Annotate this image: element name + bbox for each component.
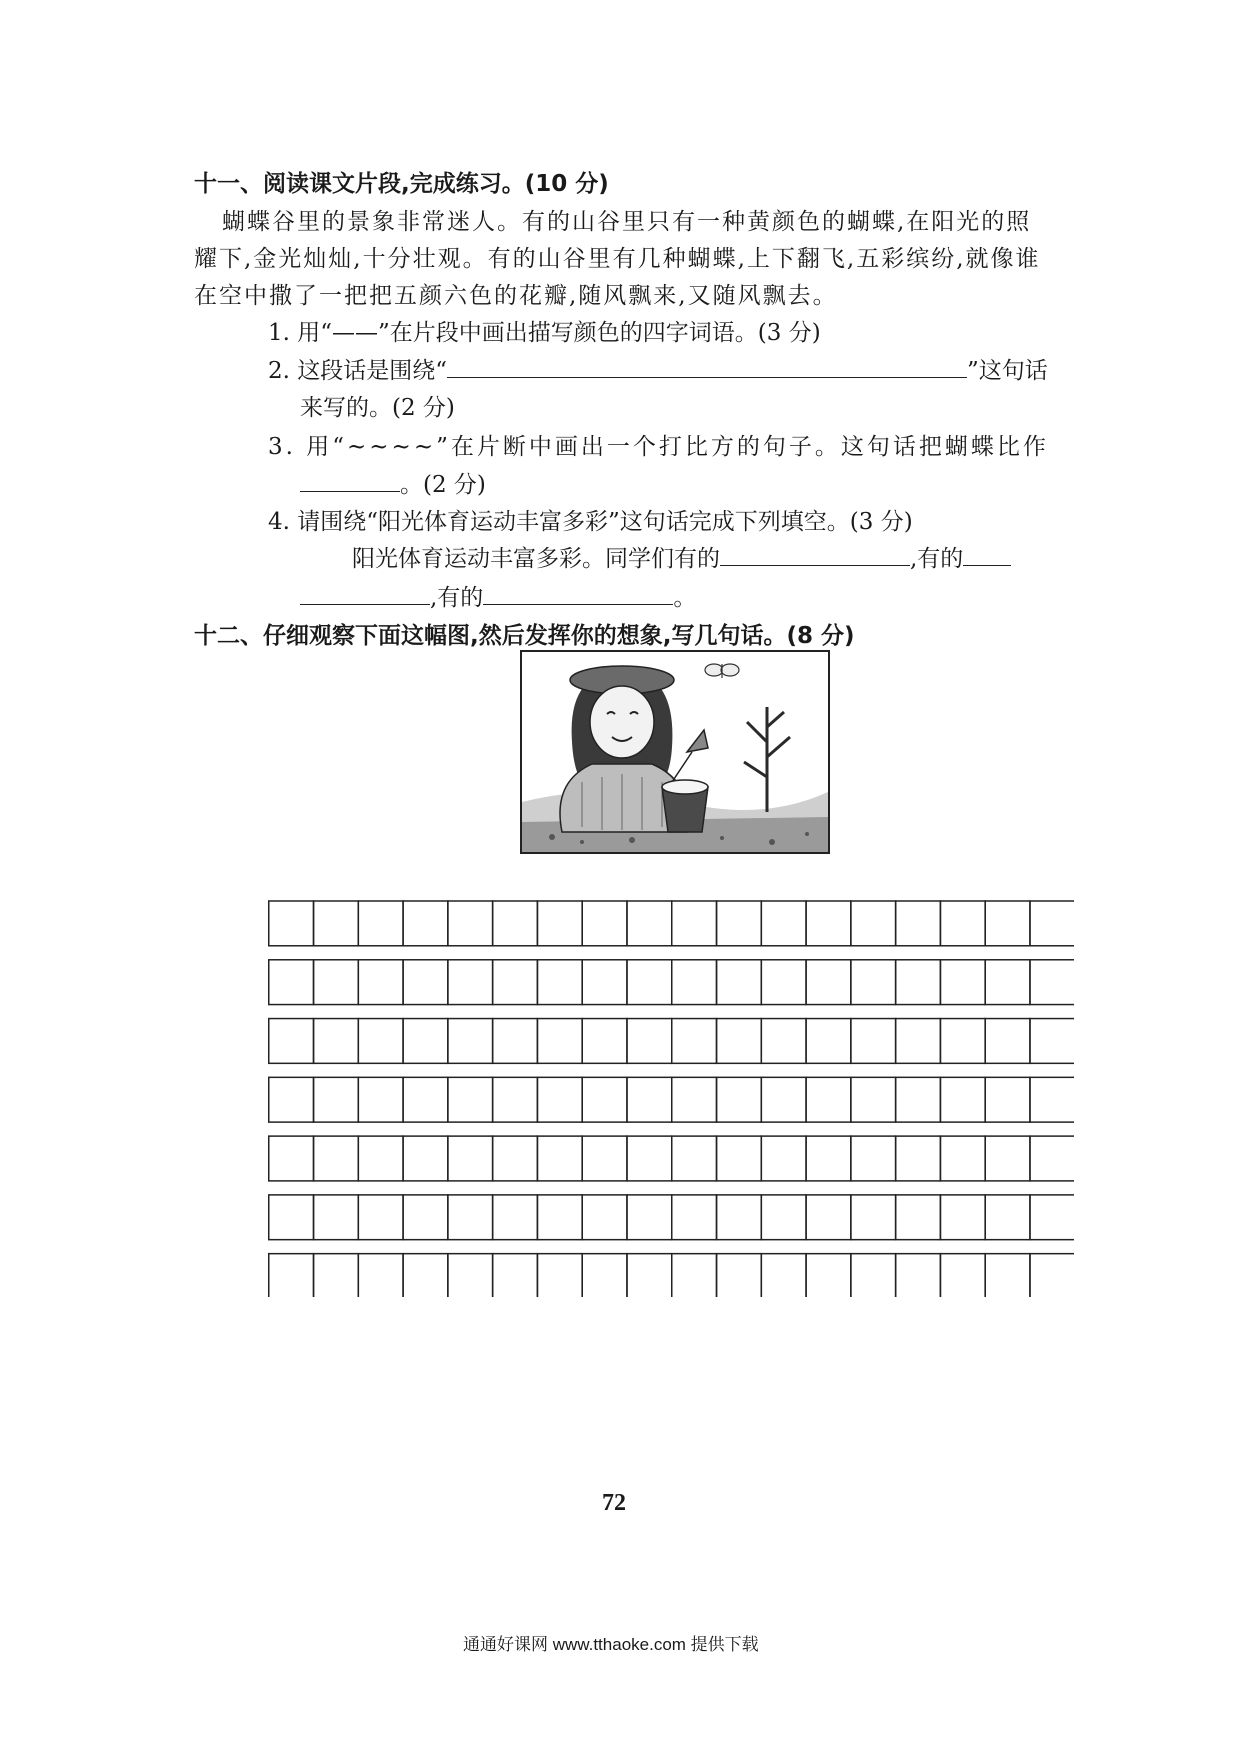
- grid-cell[interactable]: [627, 901, 672, 946]
- grid-cell[interactable]: [358, 1019, 403, 1064]
- grid-cell[interactable]: [493, 1195, 538, 1240]
- grid-cell[interactable]: [448, 960, 493, 1005]
- butterfly-icon: [705, 664, 739, 678]
- answer-blank-q4-b[interactable]: [963, 564, 1011, 566]
- tree-sapling: [744, 707, 790, 812]
- grid-row[interactable]: [269, 1195, 1074, 1240]
- grid-cell[interactable]: [851, 901, 896, 946]
- grid-cell[interactable]: [537, 1077, 582, 1122]
- grid-cell[interactable]: [985, 1254, 1030, 1297]
- grid-cell[interactable]: [761, 1136, 806, 1181]
- grid-cell[interactable]: [627, 1136, 672, 1181]
- illustration-girl-planting: [520, 650, 830, 854]
- grid-cell[interactable]: [448, 1195, 493, 1240]
- grid-cell[interactable]: [806, 1136, 851, 1181]
- grid-cell[interactable]: [717, 1077, 762, 1122]
- grid-cell[interactable]: [314, 1254, 359, 1297]
- grid-cell[interactable]: [851, 1254, 896, 1297]
- grid-cell[interactable]: [448, 1077, 493, 1122]
- answer-blank-q2[interactable]: [447, 376, 967, 378]
- section-12-heading: 十二、仔细观察下面这幅图,然后发挥你的想象,写几句话。(8 分): [194, 623, 855, 649]
- girl-with-trowel-illustration: [522, 652, 828, 852]
- grid-cell[interactable]: [537, 1254, 582, 1297]
- grid-cell[interactable]: [672, 1077, 717, 1122]
- answer-blank-q4-c[interactable]: [300, 603, 430, 605]
- grid-cell[interactable]: [896, 1195, 941, 1240]
- grid-cell[interactable]: [448, 1254, 493, 1297]
- grid-cell[interactable]: [985, 960, 1030, 1005]
- grid-cell[interactable]: [627, 1254, 672, 1297]
- question-4-line-1: [352, 540, 1011, 573]
- question-4-line-2: [300, 579, 696, 612]
- grid-cell[interactable]: [896, 901, 941, 946]
- question-3-line-2: [300, 466, 486, 499]
- grid-cell[interactable]: [403, 1254, 448, 1297]
- answer-blank-q3[interactable]: [300, 490, 400, 492]
- grid-cell[interactable]: [269, 1254, 314, 1297]
- grid-cell[interactable]: [403, 960, 448, 1005]
- passage-line-3: 在空中撒了一把把五颜六色的花瓣,随风飘来,又随风飘去。: [194, 283, 838, 309]
- passage-line-2: 耀下,金光灿灿,十分壮观。有的山谷里有几种蝴蝶,上下翻飞,五彩缤纷,就像谁: [194, 246, 1041, 272]
- grid-cell[interactable]: [627, 1195, 672, 1240]
- grid-cell[interactable]: [358, 1254, 403, 1297]
- grid-cell[interactable]: [448, 1019, 493, 1064]
- grid-row[interactable]: [269, 1136, 1074, 1181]
- grid-cell[interactable]: [761, 1195, 806, 1240]
- trowel-icon: [672, 730, 708, 782]
- grid-cell[interactable]: [403, 1136, 448, 1181]
- passage-line-1: 蝴蝶谷里的景象非常迷人。有的山谷里只有一种黄颜色的蝴蝶,在阳光的照: [222, 209, 1032, 235]
- grid-cell[interactable]: [358, 1077, 403, 1122]
- grid-cell[interactable]: [940, 960, 985, 1005]
- question-4-sentence: 阳光体育运动丰富多彩。同学们有的: [352, 546, 720, 572]
- grid-cell[interactable]: [717, 960, 762, 1005]
- grid-cell[interactable]: [940, 1254, 985, 1297]
- grid-cell[interactable]: [269, 901, 314, 946]
- question-4-you-de-1: ,有的: [910, 546, 964, 572]
- grid-cell[interactable]: [761, 1019, 806, 1064]
- grid-cell[interactable]: [1030, 1019, 1074, 1064]
- grid-row[interactable]: [269, 901, 1074, 946]
- grid-cell[interactable]: [493, 960, 538, 1005]
- section-11-heading: 十一、阅读课文片段,完成练习。(10 分): [194, 171, 609, 197]
- grid-cell[interactable]: [269, 1195, 314, 1240]
- grid-cell[interactable]: [761, 960, 806, 1005]
- answer-blank-q4-d[interactable]: [483, 603, 673, 605]
- grid-cell[interactable]: [940, 1077, 985, 1122]
- writing-grid[interactable]: [268, 897, 1074, 1297]
- grid-row[interactable]: [269, 1077, 1074, 1122]
- grid-row[interactable]: [269, 1019, 1074, 1064]
- grid-cell[interactable]: [985, 1195, 1030, 1240]
- grid-cell[interactable]: [985, 1077, 1030, 1122]
- question-3: 3. 用“~~~~”在片断中画出一个打比方的句子。这句话把蝴蝶比作: [268, 434, 1049, 460]
- grid-cell[interactable]: [314, 1077, 359, 1122]
- grid-cell[interactable]: [985, 1019, 1030, 1064]
- question-1: 1. 用“——”在片段中画出描写颜色的四字词语。(3 分): [268, 320, 821, 346]
- grid-cell[interactable]: [627, 1019, 672, 1064]
- grid-cell[interactable]: [493, 901, 538, 946]
- grid-cell[interactable]: [851, 1019, 896, 1064]
- grid-cell[interactable]: [448, 901, 493, 946]
- grid-cell[interactable]: [806, 960, 851, 1005]
- grid-cell[interactable]: [403, 1195, 448, 1240]
- grid-cell[interactable]: [940, 1019, 985, 1064]
- grid-cell[interactable]: [806, 1254, 851, 1297]
- grid-cell[interactable]: [806, 1019, 851, 1064]
- grid-cell[interactable]: [582, 1195, 627, 1240]
- grid-cell[interactable]: [314, 1195, 359, 1240]
- grid-cell[interactable]: [537, 901, 582, 946]
- grid-cell[interactable]: [1030, 960, 1074, 1005]
- grid-cell[interactable]: [1030, 1195, 1074, 1240]
- grid-cell[interactable]: [896, 1254, 941, 1297]
- grid-cell[interactable]: [672, 1019, 717, 1064]
- grid-cell[interactable]: [896, 1136, 941, 1181]
- grid-cell[interactable]: [537, 1136, 582, 1181]
- grid-cell[interactable]: [314, 1019, 359, 1064]
- question-4-end: 。: [673, 585, 697, 611]
- grid-cell[interactable]: [493, 1019, 538, 1064]
- grid-cell[interactable]: [851, 1136, 896, 1181]
- grid-cell[interactable]: [806, 1195, 851, 1240]
- grid-cell[interactable]: [627, 1077, 672, 1122]
- grid-cell[interactable]: [672, 1254, 717, 1297]
- grid-cell[interactable]: [582, 1254, 627, 1297]
- grid-cell[interactable]: [403, 1077, 448, 1122]
- grid-cell[interactable]: [627, 960, 672, 1005]
- grid-cell[interactable]: [358, 960, 403, 1005]
- grid-cell[interactable]: [269, 1019, 314, 1064]
- bucket-icon: [662, 780, 708, 832]
- grid-cell[interactable]: [761, 901, 806, 946]
- grid-cell[interactable]: [493, 1136, 538, 1181]
- grid-cell[interactable]: [537, 1019, 582, 1064]
- grid-cell[interactable]: [985, 901, 1030, 946]
- grid-cell[interactable]: [717, 1019, 762, 1064]
- grid-cell[interactable]: [493, 1254, 538, 1297]
- grid-cell[interactable]: [1030, 1136, 1074, 1181]
- grid-cell[interactable]: [851, 1195, 896, 1240]
- grid-cell[interactable]: [1030, 1077, 1074, 1122]
- grid-cell[interactable]: [493, 1077, 538, 1122]
- grid-row[interactable]: [269, 1254, 1074, 1297]
- grid-cell[interactable]: [537, 1195, 582, 1240]
- grid-cell[interactable]: [672, 1195, 717, 1240]
- grid-cell[interactable]: [314, 960, 359, 1005]
- grid-cell[interactable]: [896, 1077, 941, 1122]
- grid-row[interactable]: [269, 960, 1074, 1005]
- question-2-end: ”这句话: [967, 358, 1048, 384]
- grid-cell[interactable]: [806, 1077, 851, 1122]
- grid-cell[interactable]: [851, 1077, 896, 1122]
- grid-cell[interactable]: [717, 1254, 762, 1297]
- grid-cell[interactable]: [358, 1195, 403, 1240]
- grid-cell[interactable]: [582, 1077, 627, 1122]
- grid-cell[interactable]: [358, 1136, 403, 1181]
- grid-cell[interactable]: [582, 1136, 627, 1181]
- grid-cell[interactable]: [761, 1254, 806, 1297]
- grid-cell[interactable]: [269, 1136, 314, 1181]
- grid-cell[interactable]: [537, 960, 582, 1005]
- grid-cell[interactable]: [1030, 1254, 1074, 1297]
- grid-cell[interactable]: [448, 1136, 493, 1181]
- grid-cell[interactable]: [403, 1019, 448, 1064]
- grid-cell[interactable]: [761, 1077, 806, 1122]
- grid-cell[interactable]: [717, 1136, 762, 1181]
- answer-blank-q4-a[interactable]: [720, 564, 910, 566]
- grid-cell[interactable]: [985, 1136, 1030, 1181]
- grid-cell[interactable]: [314, 1136, 359, 1181]
- question-2-start: 2. 这段话是围绕“: [268, 358, 448, 384]
- grid-cell[interactable]: [717, 1195, 762, 1240]
- question-2-line-2: 来写的。(2 分): [300, 395, 455, 421]
- question-2: [268, 352, 1048, 385]
- grid-cell[interactable]: [851, 960, 896, 1005]
- grid-cell[interactable]: [940, 901, 985, 946]
- question-4-you-de-2: ,有的: [430, 585, 484, 611]
- grid-cell[interactable]: [896, 1019, 941, 1064]
- grid-cell[interactable]: [269, 960, 314, 1005]
- grid-cell[interactable]: [940, 1136, 985, 1181]
- grid-cell[interactable]: [269, 1077, 314, 1122]
- grid-cell[interactable]: [672, 960, 717, 1005]
- grid-cell[interactable]: [672, 901, 717, 946]
- question-4: 4. 请围绕“阳光体育运动丰富多彩”这句话完成下列填空。(3 分): [268, 509, 913, 535]
- question-3-line-2-text: 。(2 分): [400, 472, 486, 498]
- grid-cell[interactable]: [582, 960, 627, 1005]
- grid-cell[interactable]: [314, 901, 359, 946]
- grid-cell[interactable]: [403, 901, 448, 946]
- grid-cell[interactable]: [672, 1136, 717, 1181]
- footer-credit: 通通好课网 www.tthaoke.com 提供下载: [463, 1635, 759, 1654]
- grid-cell[interactable]: [582, 1019, 627, 1064]
- grid-cell[interactable]: [717, 901, 762, 946]
- grid-cell[interactable]: [940, 1195, 985, 1240]
- page-number: 72: [602, 1490, 626, 1516]
- grid-cell[interactable]: [582, 901, 627, 946]
- grid-cell[interactable]: [806, 901, 851, 946]
- grid-cell[interactable]: [1030, 901, 1074, 946]
- grid-cell[interactable]: [896, 960, 941, 1005]
- grid-cell[interactable]: [358, 901, 403, 946]
